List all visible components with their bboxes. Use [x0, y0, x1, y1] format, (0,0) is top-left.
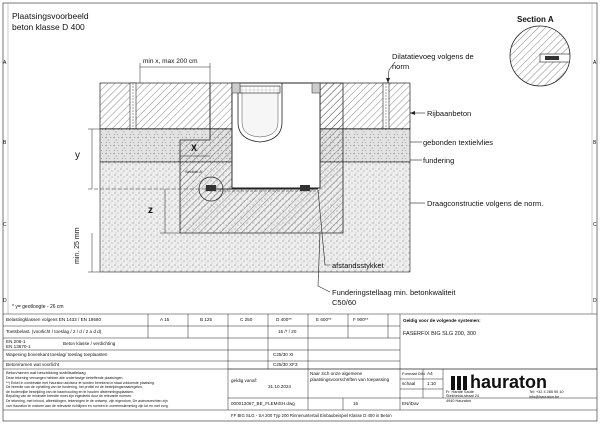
- grid-left-a: A: [3, 60, 7, 66]
- note-7: van Hauraton te voldoen aan de relevante richtlijnen en normen in overeenstemming zijn tot en met zorg.: [6, 403, 169, 408]
- geldig-vanaf-label: geldig vanaf:: [231, 378, 258, 383]
- language-code: EN/iDav: [402, 401, 419, 406]
- address-3: 4940 Hauraton: [446, 398, 472, 403]
- row4-label: Wapening bovenkant toeslag/ toeslag toeplaasten: [6, 352, 108, 357]
- title-block: [3, 314, 597, 421]
- drawing-number: 000012067_BE_FLEMISH.dwg: [231, 401, 295, 406]
- grid-left-d: D: [3, 298, 7, 304]
- note-5: Bepaling van de minimale breedte moet zijn ingedeeld door de relevante normen.: [6, 394, 133, 399]
- section-a-detail: [505, 24, 585, 92]
- row3a: EN 206-1: [6, 339, 26, 344]
- geldig-vanaf-date: 31.10.2024: [268, 384, 291, 389]
- class-a15: A 15: [160, 317, 170, 322]
- callout-dilatatie-1: Dilatatievoeg volgens de: [392, 52, 474, 61]
- grating: [240, 86, 280, 93]
- class-d400: D 400**: [276, 317, 292, 322]
- callout-draag: Draagconstructie volgens de norm.: [427, 199, 544, 208]
- row6-label: Beton/ramen wat beschikking stabilisatielaag: [6, 370, 86, 375]
- footer-text: FF BIG SLG - SA 200 Typ 200 Rinnenuntertail Einbaubeispiel Klasse D 400 in Beton: [231, 413, 392, 418]
- note-4: de bodemrijke bestrijding van de baanhouding en te houden afstemmingsplaatsen.: [6, 389, 135, 394]
- footnote: * y= geotloogte - 26 cm: [12, 304, 64, 310]
- row3c: Beton klasse / verdichting: [63, 341, 116, 346]
- disclaimer-1: Naar zich onze algemene: [310, 371, 363, 376]
- drawing-title-line2: beton klasse D 400: [12, 22, 85, 32]
- revision: 15: [353, 401, 359, 406]
- dim-top-label: min x, max 200 cm: [143, 58, 198, 65]
- note-6: De tekening, met inhoud, afbeeldingen, tekeningen te de ontwerp, zijn eigendom, De auteursrechten zijn: [6, 399, 168, 403]
- callout-dilatatie-2: norm: [392, 62, 410, 71]
- schaal-value: 1:10: [427, 381, 436, 386]
- phone: Tel: +32 4 285 95 10: [529, 390, 564, 394]
- dim-z-label: z: [148, 205, 153, 216]
- schaal-label: schaal: [402, 381, 416, 386]
- address-2: Stekhelda-straat 24: [446, 394, 479, 399]
- grid-right-c: C: [593, 222, 597, 228]
- callout-fund-1: Funderingstellaag min. betonkwaliteit: [332, 288, 456, 297]
- system-name: FASERFIX BIG SLG 200, 300: [403, 331, 477, 337]
- hauraton-logo-icon: [450, 374, 470, 392]
- row2-value: 15 /* / 20: [278, 329, 297, 334]
- row2-label: Toetsbelast. (voorlicht / toeslag / 2 / d / 2 a d d): [6, 329, 102, 334]
- row3b: EN 13670-1: [6, 344, 31, 349]
- grid-left-c: C: [3, 222, 7, 228]
- callout-fundering: fundering: [423, 156, 455, 165]
- note-2: **) Enkel in combinatie met Hauraton adviseur te worden berekend in staat voldoende plaatsing.: [6, 380, 155, 385]
- hauraton-logo: [450, 372, 590, 394]
- address-1: Fr. Haraté Sauté: [446, 390, 474, 394]
- belast-label: Belastingklassen volgens EN 1433 / EN 19580: [6, 317, 101, 322]
- formaat-label: Formaat DIN: [402, 371, 425, 376]
- grid-right-b: B: [593, 140, 597, 146]
- row5-label: Beton/ramen wat voorlicht: [6, 362, 60, 367]
- grid-right-d: D: [593, 298, 597, 304]
- rijbaan-left: [100, 83, 210, 129]
- class-e600: E 600**: [316, 317, 332, 322]
- dim-min25-label: min. 25 mm: [74, 227, 81, 264]
- drawing-title-line1: Plaatsingsvoorbeeld: [12, 11, 89, 21]
- hauraton-logo-text: hauraton: [470, 372, 548, 392]
- callout-afstand: afstandsstykket: [332, 261, 384, 270]
- dim-y-label: y: [75, 150, 80, 161]
- row4-value: C25/30 XI: [273, 352, 294, 357]
- grid-right-a: A: [593, 60, 597, 66]
- grid-left-b: B: [3, 140, 7, 146]
- formaat-value: A4: [427, 371, 433, 376]
- callout-fund-2: C50/60: [332, 298, 357, 307]
- disclaimer-2: plaatsingsvoorschriften van toepassing: [310, 377, 390, 382]
- class-b125: B 125: [200, 317, 213, 322]
- section-callout-label: Section A: [185, 169, 202, 174]
- section-a-label: Section A: [517, 15, 554, 24]
- class-c250: C 250: [240, 317, 253, 322]
- note-3: De breedte van de ophelling van de fundering, het profiel en de bestrijdingsmaatregelen,: [6, 385, 143, 390]
- class-f900: F 900**: [353, 317, 369, 322]
- row5-value: C25/30 XF3: [273, 362, 298, 367]
- callout-rijbaan: Rijbaanbeton: [427, 109, 472, 118]
- email: info@hauraton.be: [529, 395, 560, 399]
- note-1: Deze tekening vervangen hebben alle onderhavige betreffende plaatsingen.: [6, 376, 124, 380]
- dim-x-label: X: [191, 143, 198, 153]
- geldig-voor-label: Geldig voor de volgende systemen:: [403, 318, 481, 323]
- callout-textiel: gebonden textielvlies: [423, 138, 494, 147]
